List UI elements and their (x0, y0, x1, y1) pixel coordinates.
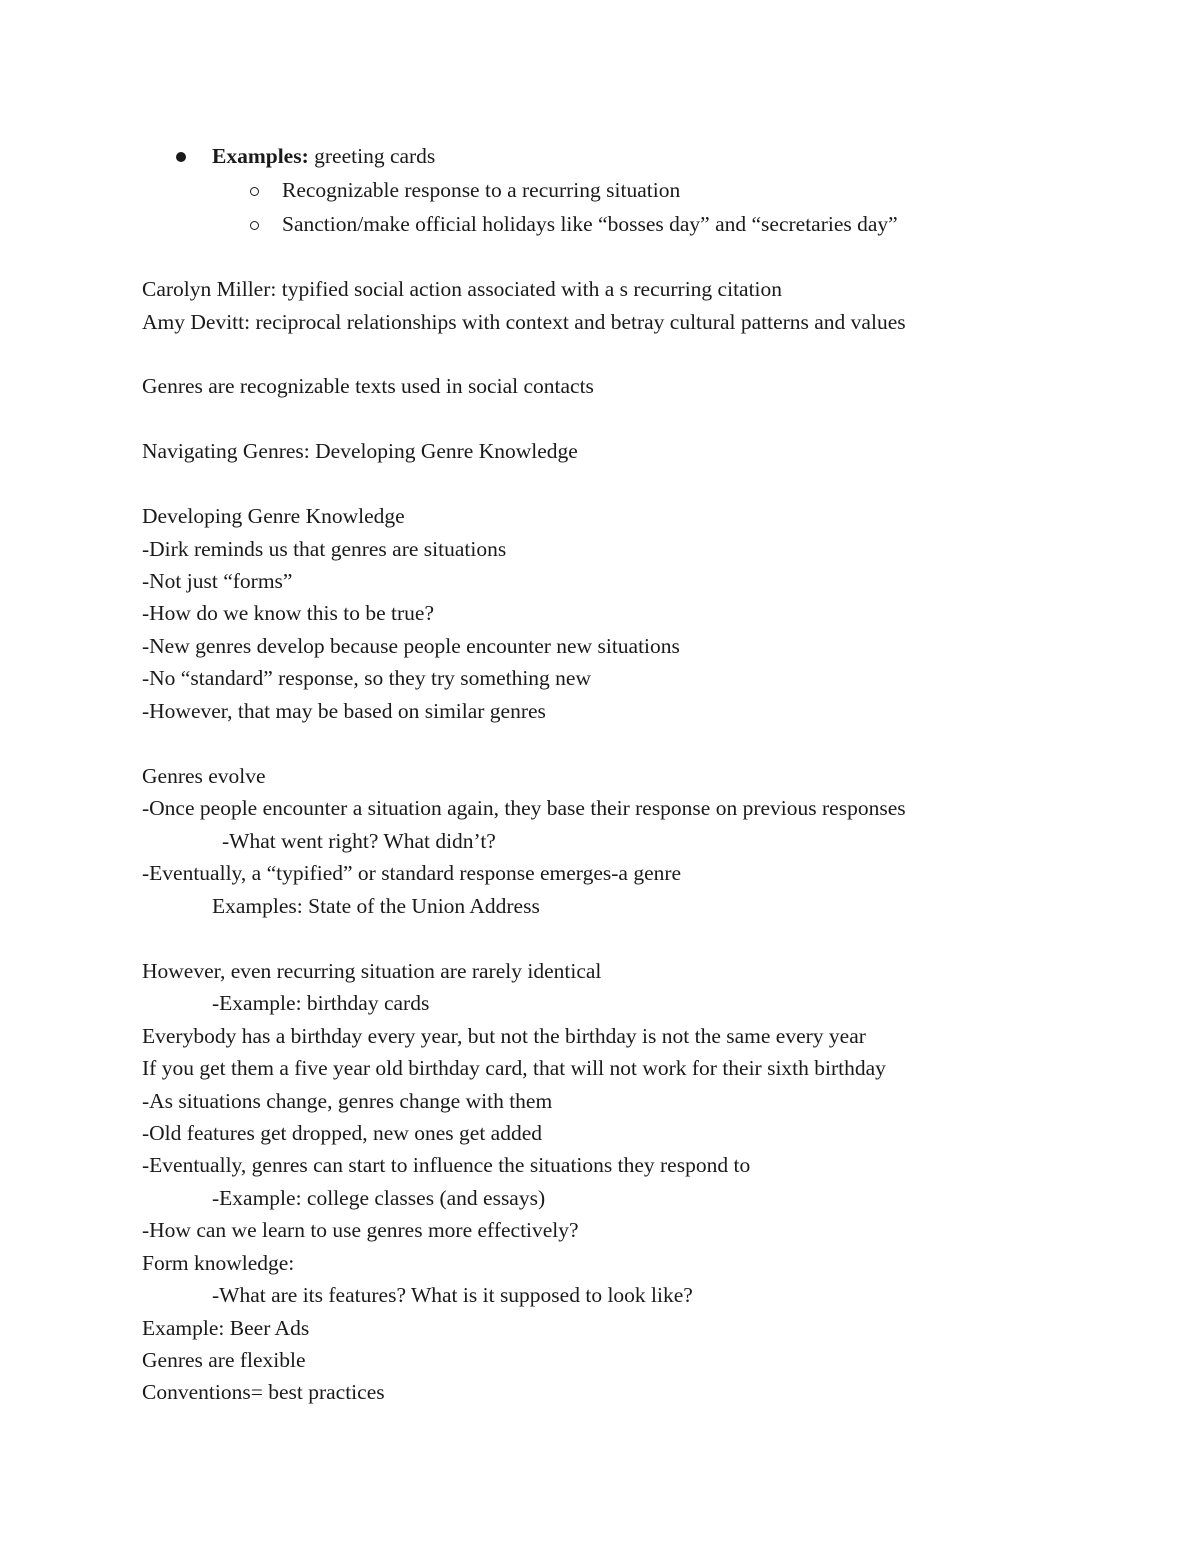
text-line: Genres are flexible (142, 1348, 306, 1372)
statement-line: Genres are recognizable texts used in social contacts (142, 374, 594, 398)
bullet-circle-icon (250, 221, 259, 230)
text-line: -Eventually, a “typified” or standard response emerges-a genre (142, 861, 682, 885)
text-line: -However, that may be based on similar genres (142, 699, 546, 723)
text-line: -Dirk reminds us that genres are situations (142, 537, 507, 561)
bullet-label: Examples: (212, 144, 309, 168)
text-line-indented: -Example: birthday cards (212, 991, 430, 1015)
text-line: -How can we learn to use genres more effectively? (142, 1218, 579, 1242)
section-title: Navigating Genres: Developing Genre Knowledge (142, 439, 578, 463)
text-line: Everybody has a birthday every year, but not the birthday is not the same every year (142, 1024, 866, 1048)
bullet-circle-icon (250, 187, 259, 196)
bullet-item-examples (212, 140, 435, 172)
sub-bullet-item (282, 208, 898, 240)
text-line: Conventions= best practices (142, 1380, 385, 1404)
text-line-indented: Examples: State of the Union Address (212, 894, 540, 918)
text-line-indented: -What went right? What didn’t? (222, 829, 496, 853)
sub-bullet-text: Recognizable response to a recurring situation (282, 178, 681, 202)
bullet-disc-icon (176, 152, 186, 162)
definition-line: Carolyn Miller: typified social action associated with a s recurring citation (142, 277, 783, 301)
text-line: Example: Beer Ads (142, 1316, 310, 1340)
text-line: -As situations change, genres change with them (142, 1089, 553, 1113)
text-line: -Eventually, genres can start to influence the situations they respond to (142, 1153, 751, 1177)
text-line: -How do we know this to be true? (142, 601, 434, 625)
text-line: However, even recurring situation are rarely identical (142, 959, 602, 983)
definition-line: Amy Devitt: reciprocal relationships with context and betray cultural patterns and values (142, 310, 906, 334)
sub-bullet-item (282, 174, 680, 206)
text-line: -Old features get dropped, new ones get added (142, 1121, 542, 1145)
bullet-text: greeting cards (308, 144, 436, 168)
text-line: If you get them a five year old birthday card, that will not work for their sixth birthday (142, 1056, 886, 1080)
text-line: -Once people encounter a situation again, they base their response on previous responses (142, 796, 906, 820)
text-line: -No “standard” response, so they try something new (142, 666, 592, 690)
text-line-indented: -What are its features? What is it supposed to look like? (212, 1283, 693, 1307)
text-line: Genres evolve (142, 764, 266, 788)
text-line-indented: -Example: college classes (and essays) (212, 1186, 546, 1210)
text-line: -New genres develop because people encounter new situations (142, 634, 680, 658)
text-line: -Not just “forms” (142, 569, 293, 593)
text-line: Form knowledge: (142, 1251, 295, 1275)
text-line: Developing Genre Knowledge (142, 504, 405, 528)
sub-bullet-text: Sanction/make official holidays like “bosses day” and “secretaries day” (282, 212, 898, 236)
